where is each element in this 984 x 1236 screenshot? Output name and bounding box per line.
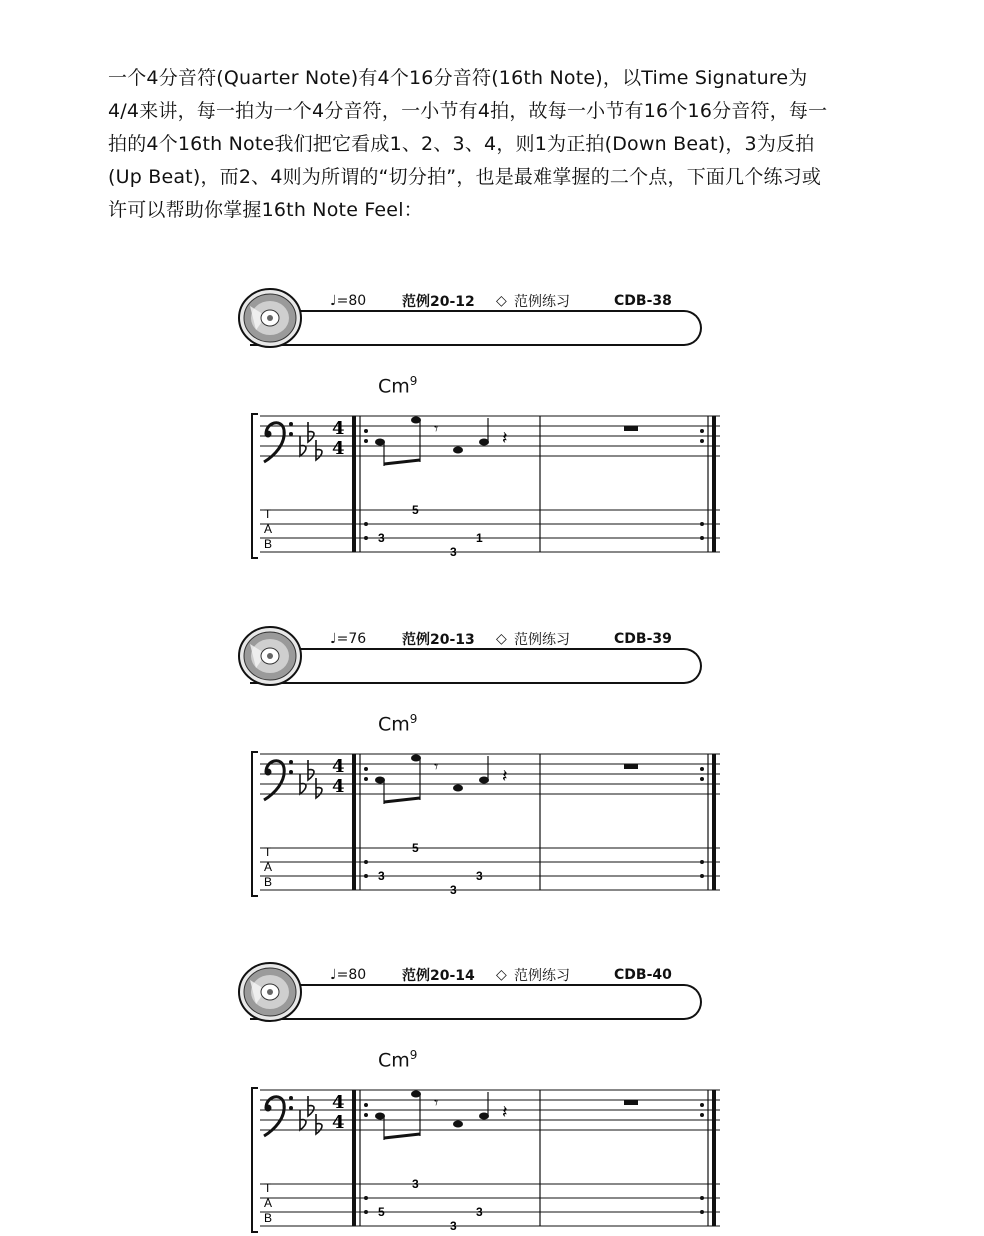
tempo-marking: ♩=80 bbox=[330, 293, 367, 309]
svg-text:𝄽: 𝄽 bbox=[502, 428, 508, 449]
chord-extension: 9 bbox=[409, 1048, 418, 1062]
staff-lines bbox=[260, 1090, 720, 1130]
staff-lines bbox=[260, 754, 720, 794]
tempo-marking: ♩=76 bbox=[330, 631, 367, 647]
bass-staff-with-tab bbox=[244, 750, 724, 900]
flat-icon bbox=[300, 422, 322, 460]
svg-text:𝄽: 𝄽 bbox=[502, 766, 508, 787]
svg-text:𝄾: 𝄾 bbox=[434, 757, 439, 776]
tab-letter: B bbox=[264, 537, 273, 551]
time-signature-bottom: 4 bbox=[332, 1112, 345, 1133]
banner-text bbox=[330, 629, 690, 649]
bass-staff-with-tab bbox=[244, 412, 724, 562]
chord-extension: 9 bbox=[409, 712, 418, 726]
tab-fret-number: 3 bbox=[450, 545, 457, 559]
measure-1-notes bbox=[375, 1091, 508, 1141]
tab-fret-number: 3 bbox=[476, 869, 483, 883]
intro-paragraph bbox=[108, 62, 938, 227]
flat-icon bbox=[300, 760, 322, 798]
time-signature-top: 4 bbox=[332, 418, 345, 439]
cd-disc-icon bbox=[236, 624, 306, 688]
tab-lines bbox=[260, 1184, 720, 1226]
tab-letter: A bbox=[264, 522, 273, 536]
tab-fret-number: 3 bbox=[378, 869, 385, 883]
practice-label: 范例练习 bbox=[514, 632, 570, 648]
intro-line: 拍的4个16th Note我们把它看成1、2、3、4，则1为正拍(Down Beat)，3为反拍 bbox=[108, 133, 815, 155]
tab-letter: T bbox=[264, 845, 272, 859]
example-number: 范例20-13 bbox=[402, 632, 475, 648]
tab-lines bbox=[260, 510, 720, 552]
tab-fret-number: 3 bbox=[378, 531, 385, 545]
tab-fret-number: 3 bbox=[450, 883, 457, 897]
flat-icon bbox=[300, 1096, 322, 1134]
intro-line: 许可以帮助你掌握16th Note Feel： bbox=[108, 199, 423, 221]
tab-letter: A bbox=[264, 860, 273, 874]
tab-letter: B bbox=[264, 1211, 273, 1225]
measure-1-notes bbox=[375, 417, 508, 467]
time-signature-top: 4 bbox=[332, 1092, 345, 1113]
example-number: 范例20-12 bbox=[402, 294, 475, 310]
tab-lines bbox=[260, 848, 720, 890]
tab-fret-number: 3 bbox=[450, 1219, 457, 1233]
practice-label: 范例练习 bbox=[514, 294, 570, 310]
staff-lines bbox=[260, 416, 720, 456]
banner-text bbox=[330, 965, 690, 985]
time-signature-bottom: 4 bbox=[332, 438, 345, 459]
chord-symbol bbox=[378, 1048, 417, 1071]
svg-text:𝄽: 𝄽 bbox=[502, 1102, 508, 1123]
time-signature-top: 4 bbox=[332, 756, 345, 777]
whole-rest bbox=[624, 1100, 638, 1105]
tab-letter: A bbox=[264, 1196, 273, 1210]
tempo-marking: ♩=80 bbox=[330, 967, 367, 983]
cd-track-label: CDB-38 bbox=[614, 293, 672, 309]
example-banner bbox=[250, 310, 702, 346]
diamond-icon: ◇ bbox=[496, 631, 507, 647]
tab-fret-number: 5 bbox=[412, 841, 419, 855]
intro-line: (Up Beat)，而2、4则为所谓的“切分拍”，也是最难掌握的二个点，下面几个练习或 bbox=[108, 166, 822, 188]
chord-root: Cm bbox=[378, 1049, 410, 1072]
system-bracket bbox=[252, 752, 258, 896]
diamond-icon: ◇ bbox=[496, 967, 507, 983]
example-number: 范例20-14 bbox=[402, 968, 475, 984]
example-banner bbox=[250, 984, 702, 1020]
banner-text bbox=[330, 291, 690, 311]
measure-1-notes bbox=[375, 755, 508, 805]
tab-fret-number: 5 bbox=[378, 1205, 385, 1219]
whole-rest bbox=[624, 764, 638, 769]
whole-rest bbox=[624, 426, 638, 431]
system-bracket bbox=[252, 1088, 258, 1232]
bass-staff-with-tab bbox=[244, 1086, 724, 1236]
tab-fret-number: 3 bbox=[412, 1177, 419, 1191]
chord-root: Cm bbox=[378, 713, 410, 736]
tab-letter: T bbox=[264, 507, 272, 521]
tab-fret-number: 5 bbox=[412, 503, 419, 517]
practice-label: 范例练习 bbox=[514, 968, 570, 984]
cd-disc-icon bbox=[236, 286, 306, 350]
time-signature-bottom: 4 bbox=[332, 776, 345, 797]
tab-letter: B bbox=[264, 875, 273, 889]
tab-fret-number: 1 bbox=[476, 531, 483, 545]
svg-text:𝄾: 𝄾 bbox=[434, 1093, 439, 1112]
chord-extension: 9 bbox=[409, 374, 418, 388]
tab-fret-number: 3 bbox=[476, 1205, 483, 1219]
example-banner bbox=[250, 648, 702, 684]
chord-symbol bbox=[378, 374, 417, 397]
cd-track-label: CDB-39 bbox=[614, 631, 672, 647]
system-bracket bbox=[252, 414, 258, 558]
cd-disc-icon bbox=[236, 960, 306, 1024]
svg-text:𝄾: 𝄾 bbox=[434, 419, 439, 438]
chord-symbol bbox=[378, 712, 417, 735]
intro-line: 4/4来讲，每一拍为一个4分音符，一小节有4拍，故每一小节有16个16分音符，每一 bbox=[108, 100, 828, 122]
chord-root: Cm bbox=[378, 375, 410, 398]
cd-track-label: CDB-40 bbox=[614, 967, 672, 983]
diamond-icon: ◇ bbox=[496, 293, 507, 309]
intro-line: 一个4分音符(Quarter Note)有4个16分音符(16th Note)，以Time Signature为 bbox=[108, 67, 808, 89]
tab-letter: T bbox=[264, 1181, 272, 1195]
